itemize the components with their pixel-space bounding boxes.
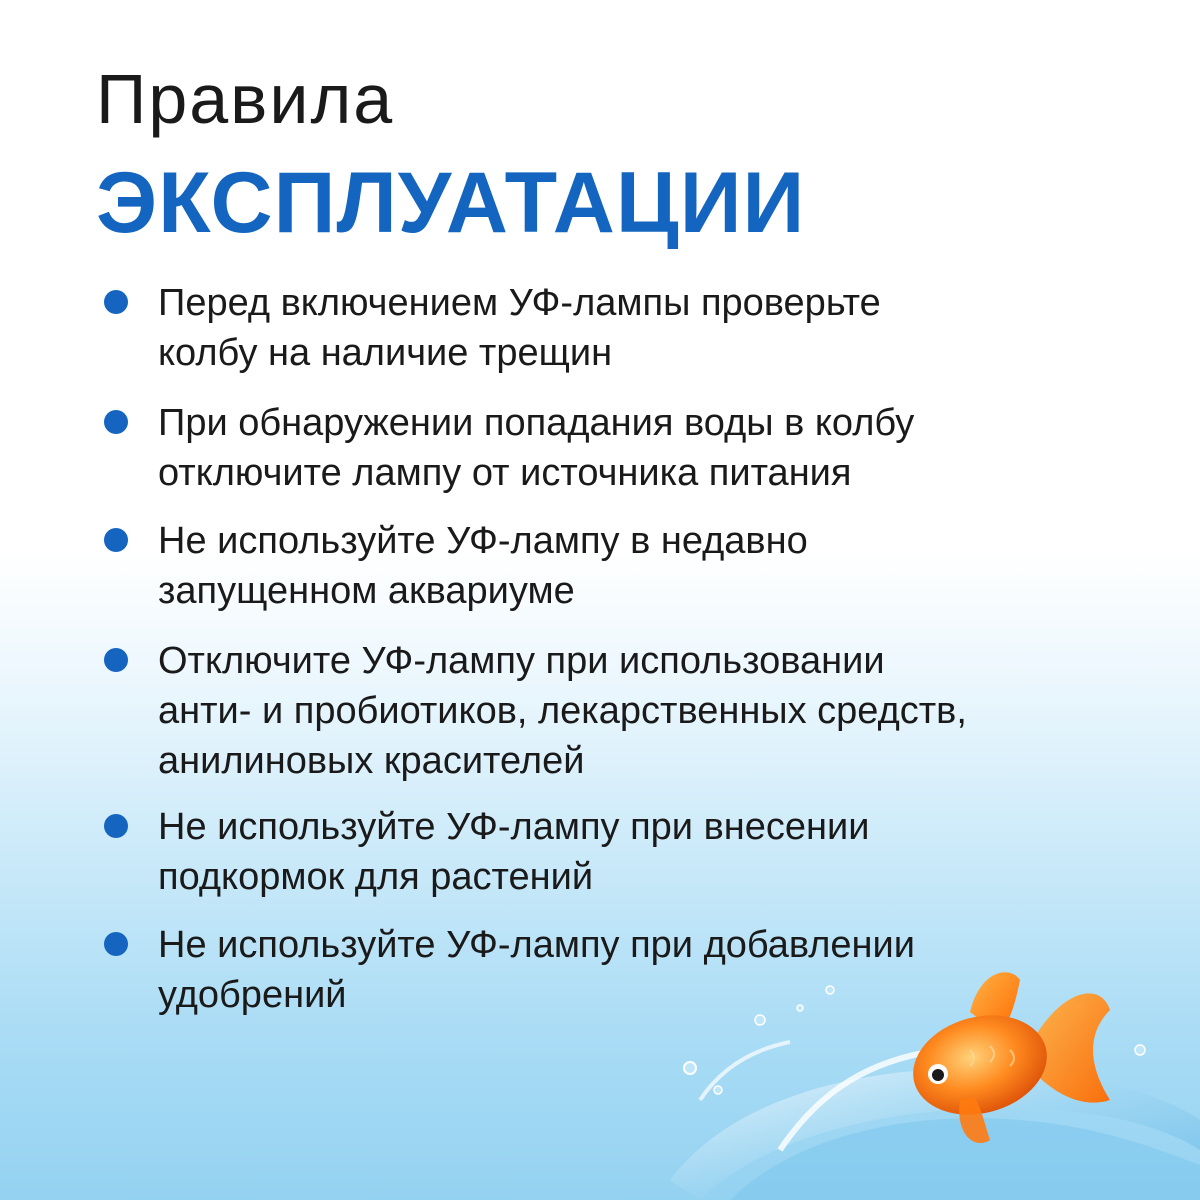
bullet-icon [104,528,128,552]
bullet-icon [104,932,128,956]
page-title: Правила [96,60,395,138]
bullet-icon [104,410,128,434]
rule-text: При обнаружении попадания воды в колбу отключите лампу от источника питания [158,402,915,494]
goldfish-water-splash-icon [640,950,1200,1200]
rule-text: Не используйте УФ-лампу при добавлении удобрений [158,924,915,1016]
bullet-icon [104,814,128,838]
bullet-icon [104,648,128,672]
rule-text: Перед включением УФ-лампы проверьте колбу на наличие трещин [158,282,881,374]
rule-text: Отключите УФ-лампу при использовании анти- и пробиотиков, лекарственных средств, анилиновых красителей [158,640,967,782]
page-subtitle: ЭКСПЛУАТАЦИИ [96,155,806,251]
bullet-icon [104,290,128,314]
rule-text: Не используйте УФ-лампу при внесении подкормок для растений [158,806,870,898]
rule-text: Не используйте УФ-лампу в недавно запущенном аквариуме [158,520,808,612]
